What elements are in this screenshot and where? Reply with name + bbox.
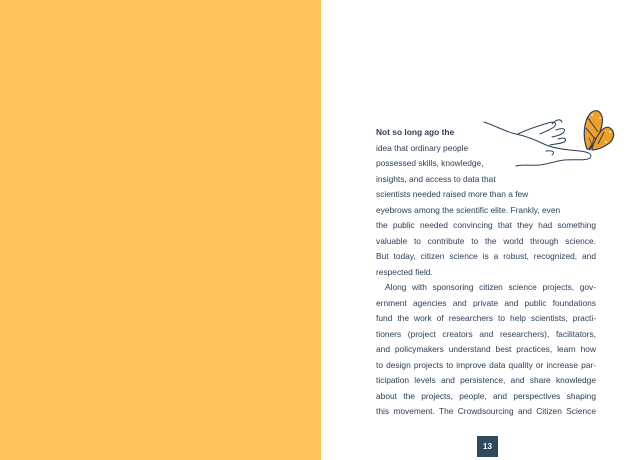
text-line: scientists needed raised more than a few bbox=[376, 189, 529, 199]
text-line: idea that ordinary people bbox=[376, 142, 469, 153]
text-line: ernment agencies and private and public foundations bbox=[376, 297, 596, 308]
lead-in: Not so long ago the bbox=[376, 127, 455, 137]
text-line: Along with sponsoring citizen science projects, gov- bbox=[385, 282, 596, 292]
text-line: But today, citizen science is a robust, recognized, and bbox=[376, 251, 596, 261]
text-line: the public needed convincing that they had something bbox=[376, 220, 596, 230]
text-line: possessed skills, knowledge, bbox=[376, 158, 484, 168]
text-line: fund the work of researchers to help scientists, practi- bbox=[376, 313, 596, 323]
page-number: 13 bbox=[477, 436, 498, 457]
text-line: valuable to contribute to the world through science. bbox=[376, 235, 596, 246]
text-line: eyebrows among the scientific elite. Frankly, even bbox=[376, 204, 561, 215]
text-line: respected field. bbox=[376, 266, 433, 277]
text-line: about the projects, people, and perspectives shaping bbox=[376, 390, 596, 401]
text-line: to design projects to improve data quality or increase par- bbox=[376, 359, 596, 370]
text-line: this movement. The Crowdsourcing and Citizen Science bbox=[376, 406, 596, 416]
text-line: ticipation levels and persistence, and share knowledge bbox=[376, 375, 596, 385]
body-text bbox=[376, 125, 596, 420]
text-line: and policymakers understand best practices, learn how bbox=[376, 344, 596, 354]
text-line: insights, and access to data that bbox=[376, 173, 496, 184]
text-line: tioners (project creators and researchers), facilitators, bbox=[376, 328, 596, 339]
